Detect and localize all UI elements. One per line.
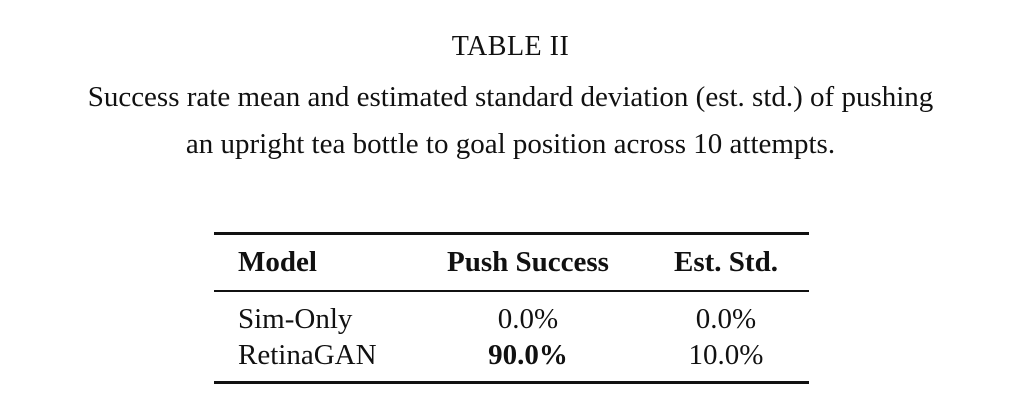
table-header-rule: [214, 290, 809, 292]
header-push-success: Push Success: [447, 246, 609, 278]
row-sim-only-push-success: 0.0%: [497, 303, 559, 335]
row-sim-only-est-std: 0.0%: [695, 303, 757, 335]
row-retinagan-push-success: 90.0%: [488, 339, 568, 371]
header-est-std: Est. Std.: [674, 246, 778, 278]
row-sim-only-model: Sim-Only: [238, 303, 353, 335]
caption-text-line-2: an upright tea bottle to goal position across 10 attempts.: [185, 128, 836, 160]
table-bottom-rule: [214, 381, 809, 384]
row-retinagan-model: RetinaGAN: [238, 339, 377, 371]
table-label: TABLE II: [451, 31, 570, 62]
table-top-rule: [214, 232, 809, 235]
header-model: Model: [238, 246, 317, 278]
row-retinagan-est-std: 10.0%: [688, 339, 764, 371]
caption-text-line-1: Success rate mean and estimated standard deviation (est. std.) of pushing: [87, 81, 934, 113]
